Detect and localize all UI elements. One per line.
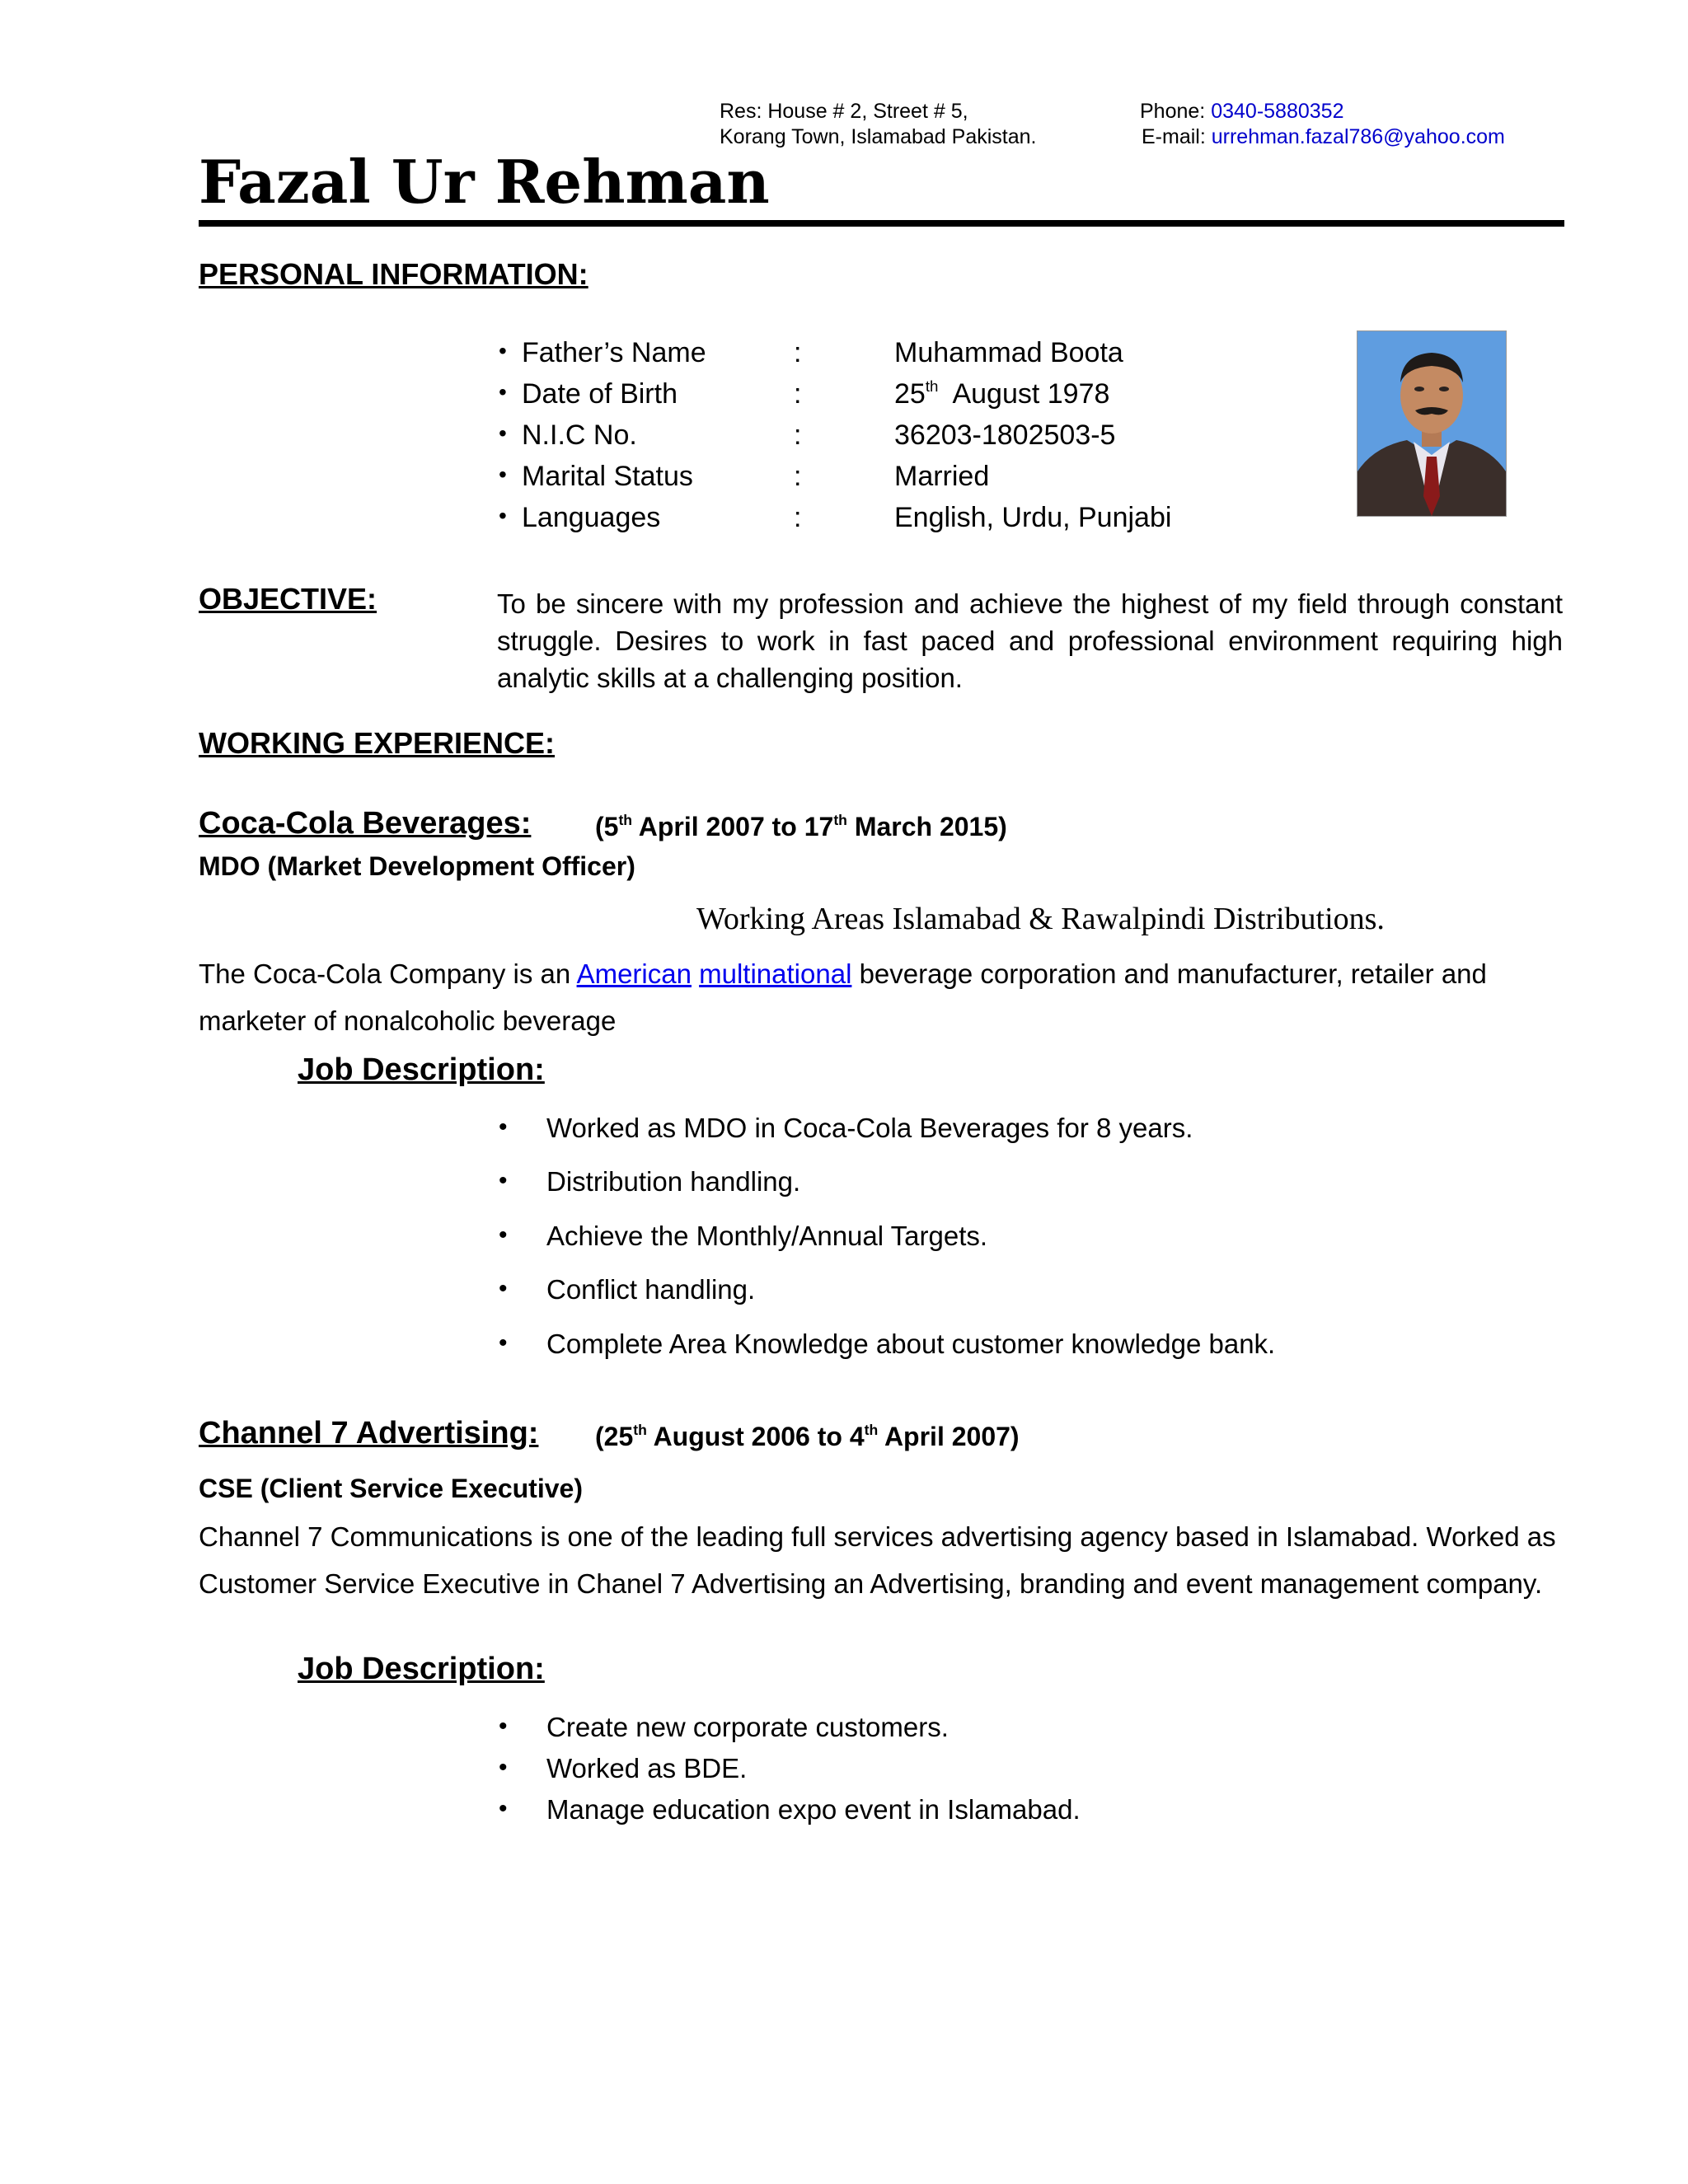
duty-text: Achieve the Monthly/Annual Targets. bbox=[546, 1221, 988, 1251]
bullet-icon: • bbox=[499, 1167, 508, 1194]
personal-separator: : bbox=[794, 461, 802, 492]
duty-text: Complete Area Knowledge about customer knowledge bank. bbox=[546, 1329, 1276, 1359]
dob-rest: August 1978 bbox=[952, 378, 1110, 410]
job-role: CSE (Client Service Executive) bbox=[199, 1474, 583, 1503]
personal-value bbox=[894, 373, 1109, 415]
duty-text: Distribution handling. bbox=[546, 1166, 801, 1197]
bullet-icon: • bbox=[499, 420, 507, 446]
date-suffix: th bbox=[864, 1421, 879, 1438]
personal-separator: : bbox=[794, 337, 802, 368]
personal-label: Marital Status bbox=[522, 461, 693, 492]
personal-separator: : bbox=[794, 378, 802, 410]
job-description-heading: Job Description: bbox=[298, 1052, 545, 1087]
working-areas: Working Areas Islamabad & Rawalpindi Distributions. bbox=[696, 902, 1385, 936]
personal-info-heading: PERSONAL INFORMATION: bbox=[199, 257, 588, 291]
bullet-icon: • bbox=[499, 1713, 508, 1740]
company-description bbox=[199, 950, 1567, 1044]
job-description-heading: Job Description: bbox=[298, 1652, 545, 1686]
objective-text: To be sincere with my profession and achieve the highest of my field through constant struggle. Desires to work in fast paced and professional environment requiring high analytic skills at a challenging position. bbox=[497, 588, 1563, 693]
multinational-link[interactable]: multinational bbox=[699, 958, 852, 989]
employment-dates bbox=[595, 812, 1007, 842]
company-name: Coca-Cola Beverages: bbox=[199, 806, 532, 841]
date-part: August 2006 to 4 bbox=[646, 1422, 865, 1451]
date-suffix: th bbox=[618, 811, 633, 828]
bullet-icon: • bbox=[499, 379, 507, 405]
personal-value: 36203-1802503-5 bbox=[894, 419, 1116, 451]
description-text: The Coca-Cola Company is an bbox=[199, 958, 577, 989]
personal-label: N.I.C No. bbox=[522, 419, 637, 451]
address-line-2: Korang Town, Islamabad Pakistan. bbox=[720, 125, 1037, 148]
date-part: (5 bbox=[595, 812, 619, 841]
description-text: beverage corporation and manufacturer, retailer and marketer of nonalcoholic beverage bbox=[199, 958, 1487, 1036]
personal-value: Muhammad Boota bbox=[894, 337, 1123, 368]
company-description: Channel 7 Communications is one of the leading full services advertising agency based in Islamabad. Worked as Customer Service Executive in Chanel 7 Advertising an Advertising, branding and event management company. bbox=[199, 1521, 1556, 1599]
duty-text: Manage education expo event in Islamabad. bbox=[546, 1794, 1081, 1825]
experience-heading: WORKING EXPERIENCE: bbox=[199, 726, 556, 760]
personal-label: Father’s Name bbox=[522, 337, 706, 368]
date-suffix: th bbox=[633, 1421, 647, 1438]
email-label: E-mail: bbox=[1142, 125, 1206, 148]
employment-dates bbox=[595, 1422, 1020, 1452]
objective-heading: OBJECTIVE: bbox=[199, 582, 377, 616]
candidate-name: Fazal Ur Rehman bbox=[199, 147, 770, 217]
duty-text: Create new corporate customers. bbox=[546, 1712, 949, 1742]
phone-number[interactable]: 0340-5880352 bbox=[1211, 100, 1344, 123]
phone-line bbox=[1140, 99, 1343, 124]
personal-value: Married bbox=[894, 461, 990, 492]
date-part: March 2015) bbox=[846, 812, 1007, 841]
bullet-icon: • bbox=[499, 503, 507, 528]
company-name: Channel 7 Advertising: bbox=[199, 1416, 539, 1451]
duty-text: Conflict handling. bbox=[546, 1274, 756, 1305]
dob-suffix: th bbox=[925, 377, 939, 395]
email-line bbox=[1142, 124, 1505, 150]
address-line-1: Res: House # 2, Street # 5, bbox=[720, 100, 968, 123]
bullet-icon: • bbox=[499, 462, 507, 487]
personal-value: English, Urdu, Punjabi bbox=[894, 502, 1172, 533]
profile-photo bbox=[1357, 330, 1507, 517]
bullet-icon: • bbox=[499, 1113, 508, 1141]
personal-separator: : bbox=[794, 502, 802, 533]
phone-label: Phone: bbox=[1140, 100, 1206, 123]
date-part: April 2007 to 17 bbox=[632, 812, 834, 841]
dob-day: 25 bbox=[894, 378, 926, 410]
bullet-icon: • bbox=[499, 1754, 508, 1781]
portrait-icon bbox=[1357, 331, 1506, 516]
bullet-icon: • bbox=[499, 1329, 508, 1357]
date-suffix: th bbox=[833, 811, 847, 828]
bullet-icon: • bbox=[499, 338, 507, 363]
personal-separator: : bbox=[794, 419, 802, 451]
bullet-icon: • bbox=[499, 1275, 508, 1302]
date-part: April 2007) bbox=[878, 1422, 1020, 1451]
header-divider bbox=[199, 220, 1564, 227]
email-address[interactable]: urrehman.fazal786@yahoo.com bbox=[1211, 125, 1505, 148]
duty-text: Worked as BDE. bbox=[546, 1753, 748, 1783]
american-link[interactable]: American bbox=[576, 958, 692, 989]
duty-text: Worked as MDO in Coca-Cola Beverages for 8 years. bbox=[546, 1113, 1193, 1143]
bullet-icon: • bbox=[499, 1795, 508, 1822]
personal-label: Date of Birth bbox=[522, 378, 678, 410]
personal-label: Languages bbox=[522, 502, 661, 533]
bullet-icon: • bbox=[499, 1221, 508, 1249]
date-part: (25 bbox=[595, 1422, 634, 1451]
job-role: MDO (Market Development Officer) bbox=[199, 851, 635, 881]
